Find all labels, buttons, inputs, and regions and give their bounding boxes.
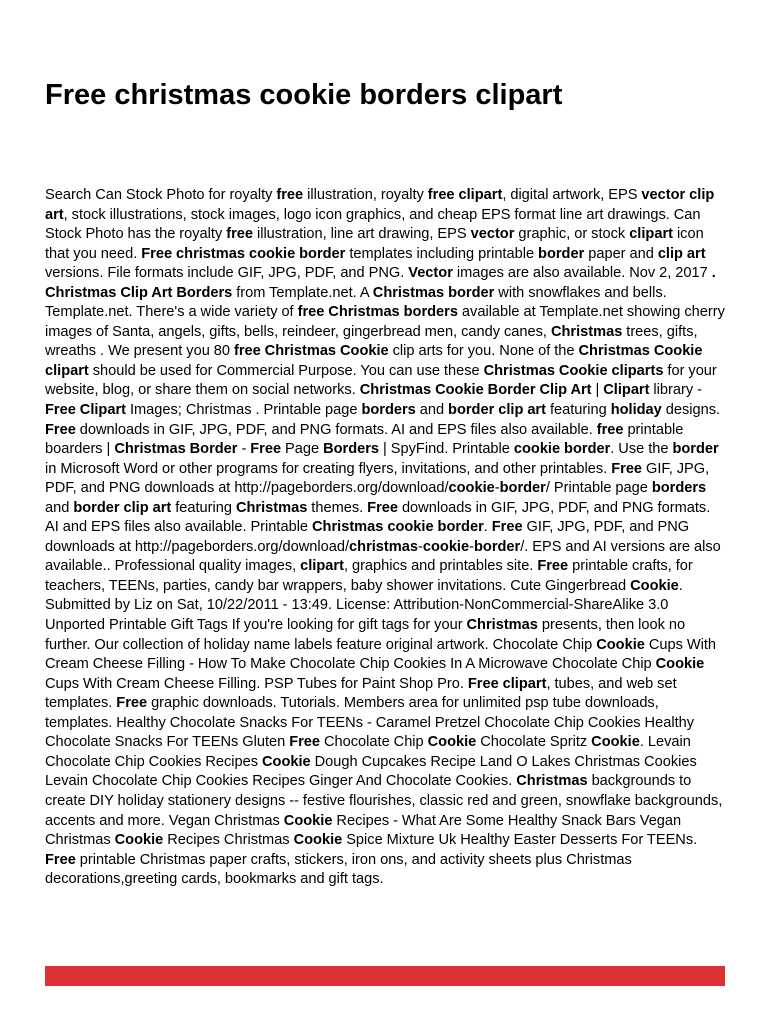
text-run: . Submitted by Liz on Sat, 10/22/2011 - 13:49. License: Attribution-NonCommercial-ShareAlike 3.0 Unported Printable Gift Tags If you're looking for gift tags for your bbox=[45, 577, 683, 634]
bold-keyword: Christmas border bbox=[372, 284, 495, 301]
text-run: - bbox=[494, 480, 500, 497]
text-run: Recipes Christmas bbox=[163, 832, 294, 849]
bold-keyword: Free bbox=[116, 695, 148, 712]
text-run: Chocolate Chip bbox=[320, 734, 428, 751]
text-run: /. EPS and AI versions are also available.. Professional quality images, bbox=[45, 538, 721, 575]
bold-keyword: borders bbox=[651, 480, 707, 497]
bold-keyword: vector clip art bbox=[45, 187, 715, 223]
bold-keyword: Christmas bbox=[466, 617, 538, 634]
bold-keyword: Christmas bbox=[516, 773, 588, 790]
bold-keyword: . Christmas Clip Art Borders bbox=[45, 265, 716, 301]
bold-keyword: Cookie bbox=[591, 734, 640, 751]
text-run: and bbox=[45, 499, 74, 516]
bold-keyword: Christmas Cookie Border Clip Art bbox=[359, 382, 592, 399]
text-run: available at Template.net showing cherry images of Santa, angels, gifts, bells, reindeer, gingerbread men, candy canes, bbox=[45, 304, 725, 340]
bold-keyword: Christmas bbox=[550, 323, 623, 340]
text-run: versions. File formats include GIF, JPG, PDF, and PNG. bbox=[45, 265, 409, 282]
bold-keyword: Cookie bbox=[283, 812, 333, 829]
text-run: downloads in GIF, JPG, PDF, and PNG formats. AI and EPS files also available. Printable bbox=[45, 499, 711, 536]
text-run: icon that you need. bbox=[45, 226, 704, 262]
text-run: images are also available. Nov 2, 2017 bbox=[452, 265, 712, 282]
text-run: GIF, JPG, PDF, and PNG downloads at http://pageborders.org/download/ bbox=[45, 460, 710, 497]
text-run: GIF, JPG, PDF, and PNG downloads at http://pageborders.org/download/ bbox=[45, 519, 690, 555]
bold-keyword: border clip art bbox=[73, 499, 172, 516]
text-run: , digital artwork, EPS bbox=[502, 187, 642, 203]
bold-keyword: Free bbox=[537, 558, 569, 575]
bold-keyword: Free clipart bbox=[467, 675, 547, 692]
text-run: themes. bbox=[307, 499, 368, 516]
bold-keyword: border bbox=[473, 538, 521, 555]
footer-bar bbox=[45, 966, 725, 986]
bold-keyword: Cookie bbox=[293, 832, 343, 849]
text-run: Search Can Stock Photo for royalty bbox=[45, 187, 277, 203]
bold-keyword: free bbox=[596, 421, 624, 438]
text-run: Cups With Cream Cheese Filling. PSP Tubes for Paint Shop Pro. bbox=[45, 675, 468, 692]
bold-keyword: Clipart bbox=[603, 382, 650, 399]
bold-keyword: Borders bbox=[323, 441, 380, 458]
text-run: graphic downloads. Tutorials. Members area for unlimited psp tube downloads, templates. Healthy Chocolate Snacks For TEENs - Caramel Pretzel Chocolate Chip Cookies Healthy Chocolate Snacks For TEENs Gluten bbox=[45, 695, 695, 751]
bold-keyword: Free bbox=[611, 460, 643, 477]
text-run: illustration, royalty bbox=[303, 187, 428, 203]
text-run: graphic, or stock bbox=[514, 226, 630, 243]
text-run: featuring bbox=[545, 402, 611, 419]
text-run: backgrounds to create DIY holiday stationery designs -- festive flourishes, classic red and green, snowflake backgrounds, accents and more. Vegan Christmas bbox=[45, 773, 723, 829]
bold-keyword: free Christmas borders bbox=[297, 304, 458, 321]
text-run: - bbox=[418, 538, 423, 555]
bold-keyword: Free bbox=[491, 519, 523, 536]
bold-keyword: Christmas bbox=[235, 499, 308, 516]
bold-keyword: Free bbox=[45, 851, 76, 868]
text-run: | SpyFind. Printable bbox=[379, 441, 514, 458]
text-run: printable Christmas paper crafts, stickers, iron ons, and activity sheets plus Christmas decorations,greeting cards, bookmarks and gift tags. bbox=[45, 851, 632, 888]
text-run: illustration, line art drawing, EPS bbox=[253, 226, 471, 243]
bold-keyword: holiday bbox=[610, 402, 662, 419]
bold-keyword: free Christmas Cookie bbox=[233, 343, 389, 360]
text-run: library - bbox=[649, 382, 702, 399]
text-run: - bbox=[237, 441, 251, 458]
text-run: Images; Christmas . Printable page bbox=[126, 402, 362, 419]
text-run: featuring bbox=[171, 499, 236, 516]
bold-keyword: Free bbox=[289, 734, 321, 751]
page-title: Free christmas cookie borders clipart bbox=[45, 79, 563, 111]
body-paragraph bbox=[45, 186, 725, 890]
bold-keyword: Cookie bbox=[596, 636, 645, 653]
bold-keyword: Christmas cookie border bbox=[312, 519, 484, 536]
text-run: should be used for Commercial Purpose. You can use these bbox=[88, 362, 484, 379]
bold-keyword: border bbox=[538, 245, 585, 262]
bold-keyword: Free Clipart bbox=[45, 402, 126, 419]
bold-keyword: free clipart bbox=[427, 187, 503, 203]
bold-keyword: Vector bbox=[408, 265, 453, 282]
text-run: trees, gifts, wreaths . We present you 80 bbox=[45, 323, 698, 360]
bold-keyword: border clip art bbox=[448, 402, 546, 419]
text-run: Page bbox=[281, 441, 324, 458]
text-run: | bbox=[591, 382, 604, 399]
text-run: in Microsoft Word or other programs for creating flyers, invitations, and other printables. bbox=[45, 460, 612, 477]
bold-keyword: Free christmas cookie border bbox=[141, 245, 346, 262]
bold-keyword: Cookie bbox=[427, 734, 477, 751]
bold-keyword: clipart bbox=[629, 226, 673, 243]
text-run: Dough Cupcakes Recipe Land O Lakes Christmas Cookies Levain Chocolate Chip Cookies Recipes Ginger And Chocolate Cookies. bbox=[45, 753, 697, 790]
text-run: - bbox=[469, 538, 474, 555]
text-run: Recipes - What Are Some Healthy Snack Bars Vegan Christmas bbox=[45, 812, 682, 849]
bold-keyword: free bbox=[226, 226, 253, 243]
text-run: paper and bbox=[584, 245, 658, 262]
text-run: printable crafts, for teachers, TEENs, parties, candy bar wrappers, baby shower invitations. Cute Gingerbread bbox=[45, 558, 693, 594]
text-run: designs. bbox=[661, 402, 721, 419]
bold-keyword: vector bbox=[470, 226, 515, 243]
text-run: clip arts for you. None of the bbox=[388, 343, 579, 360]
bold-keyword: border bbox=[672, 441, 719, 458]
bold-keyword: Christmas Border bbox=[114, 441, 238, 458]
text-run: from Template.net. A bbox=[232, 284, 373, 301]
bold-keyword: Free bbox=[45, 421, 76, 438]
text-run: presents, then look no further. Our collection of holiday name labels feature original artwork. Chocolate Chip bbox=[45, 617, 686, 653]
bold-keyword: clipart bbox=[300, 558, 344, 575]
bold-keyword: borders bbox=[361, 402, 416, 419]
bold-keyword: Christmas Cookie clipart bbox=[45, 343, 703, 379]
text-run: with snowflakes and bells. Template.net. There's a wide variety of bbox=[45, 284, 667, 321]
text-run: Spice Mixture Uk Healthy Easter Desserts For TEENs. bbox=[342, 832, 698, 849]
text-run: Chocolate Spritz bbox=[476, 734, 592, 751]
bold-keyword: Cookie bbox=[262, 753, 311, 770]
bold-keyword: Christmas Cookie cliparts bbox=[483, 362, 664, 379]
text-run: , graphics and printables site. bbox=[343, 558, 538, 575]
bold-keyword: Cookie bbox=[630, 577, 679, 594]
bold-keyword: christmas bbox=[349, 538, 418, 555]
text-run: / Printable page bbox=[545, 480, 652, 497]
text-run: printable boarders | bbox=[45, 421, 684, 458]
bold-keyword: cookie bbox=[448, 480, 495, 497]
text-run: Cups With Cream Cheese Filling - How To Make Chocolate Chip Cookies In A Microwave Chocolate Chip bbox=[45, 636, 717, 673]
text-run: . Levain Chocolate Chip Cookies Recipes bbox=[45, 734, 691, 770]
text-run: . bbox=[483, 519, 492, 536]
bold-keyword: free bbox=[276, 187, 304, 203]
bold-keyword: Free bbox=[250, 441, 282, 458]
text-run: , stock illustrations, stock images, logo icon graphics, and cheap EPS format line art drawings. Can Stock Photo has the royalty bbox=[45, 206, 701, 243]
bold-keyword: Cookie bbox=[655, 656, 705, 673]
bold-keyword: cookie border bbox=[513, 441, 611, 458]
bold-keyword: Cookie bbox=[114, 832, 164, 849]
text-run: templates including printable bbox=[345, 245, 539, 262]
text-run: , tubes, and web set templates. bbox=[45, 675, 677, 712]
bold-keyword: cookie bbox=[422, 538, 470, 555]
bold-keyword: clip art bbox=[657, 245, 706, 262]
text-run: . Use the bbox=[610, 441, 673, 458]
bold-keyword: border bbox=[499, 480, 546, 497]
text-run: and bbox=[415, 402, 449, 419]
text-run: for your website, blog, or share them on social networks. bbox=[45, 362, 717, 399]
bold-keyword: Free bbox=[367, 499, 398, 516]
text-run: downloads in GIF, JPG, PDF, and PNG formats. AI and EPS files also available. bbox=[75, 421, 597, 438]
